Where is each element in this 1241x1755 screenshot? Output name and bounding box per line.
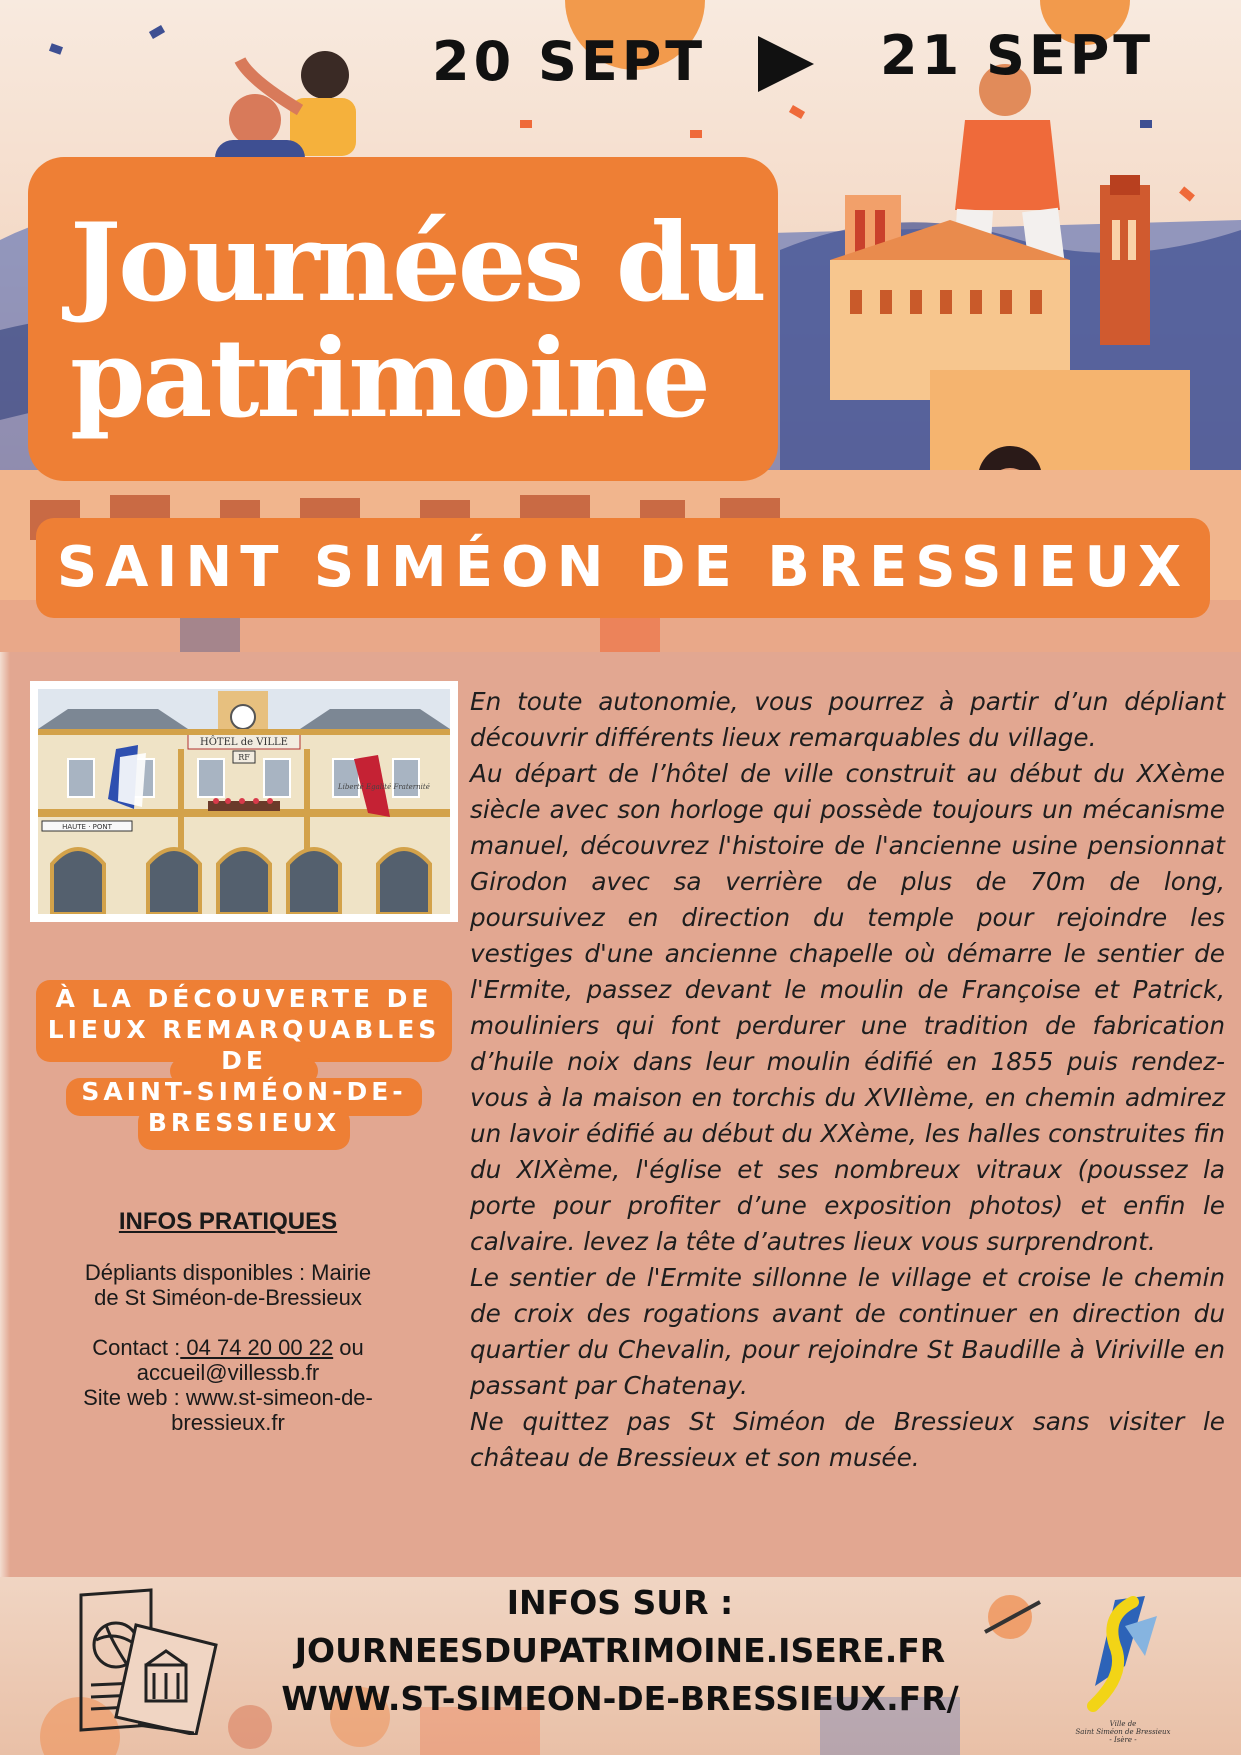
brochures-info	[30, 1260, 426, 1310]
contact-info	[30, 1335, 426, 1435]
start-date: 20 SEPT	[432, 30, 707, 93]
end-date: 21 SEPT	[880, 24, 1155, 87]
footer-link-town[interactable]: WWW.ST-SIMEON-DE-BRESSIEUX.FR/	[281, 1679, 959, 1718]
discovery-tag-line-5: BRESSIEUX	[147, 1108, 341, 1137]
left-edge-decoration	[0, 652, 10, 1577]
infos-title: INFOS PRATIQUES	[118, 1208, 338, 1235]
town-logo	[1075, 1596, 1165, 1718]
town-logo-caption-line-2: Saint Siméon de Bressieux	[1075, 1728, 1171, 1736]
brochures-line-2: de St Siméon-de-Bressieux	[94, 1285, 362, 1310]
village-name: SAINT SIMÉON DE BRESSIEUX	[56, 535, 1190, 600]
website-line-2[interactable]: bressieux.fr	[171, 1410, 285, 1435]
discovery-tag-line-3: DE	[221, 1046, 267, 1075]
contact-email[interactable]: accueil@villessb.fr	[136, 1360, 320, 1385]
photo-sign: HÔTEL de VILLE	[200, 737, 288, 748]
event-title-line-2: patrimoine	[70, 316, 708, 442]
description-paragraph-3: Le sentier de l'Ermite sillonne le village et croise le chemin de croix des rogations avant de continuer en direction du quartier du Chevalin, pour rejoindre St Baudille à Viriville en passant par Chatenay.	[470, 1263, 1225, 1400]
discovery-tag-line-2: LIEUX REMARQUABLES	[47, 1015, 441, 1044]
description-paragraph-4: Ne quittez pas St Siméon de Bressieux sans visiter le château de Bressieux et son musée.	[470, 1407, 1225, 1472]
discovery-tag-line-1: À LA DÉCOUVERTE DE	[55, 984, 433, 1013]
town-logo-caption-line-3: - Isère -	[1109, 1736, 1137, 1744]
footer-link-isere[interactable]: JOURNEESDUPATRIMOINE.ISERE.FR	[294, 1631, 946, 1670]
brochures-line-1: Dépliants disponibles : Mairie	[84, 1260, 372, 1285]
event-title-line-1: Journées du	[70, 200, 764, 326]
contact-phone-link[interactable]: 04 74 20 00 22	[180, 1335, 334, 1360]
town-logo-caption-line-1: Ville de	[1109, 1720, 1137, 1728]
town-logo-caption	[1068, 1720, 1178, 1744]
arrow-right-icon	[758, 36, 814, 92]
footer-heading: INFOS SUR :	[506, 1583, 734, 1622]
contact-or: ou	[333, 1335, 364, 1360]
photo-motto: Liberté Egalité Fraternité	[338, 783, 430, 791]
town-hall-image	[38, 689, 450, 914]
discovery-tag	[34, 983, 454, 1138]
description-paragraph-1: En toute autonomie, vous pourrez à partir d’un dépliant découvrir différents lieux remarquables du village.	[470, 687, 1225, 752]
photo-rf: RF	[238, 753, 250, 762]
description-paragraph-2: Au départ de l’hôtel de ville construit au début du XXème siècle avec son horloge qui possède toujours un mécanisme manuel, découvrez l'histoire de l'ancienne usine pensionnat Girodon avec sa verrière de plus de 70m de long, poursuivez en direction du temple pour rejoindre les vestiges d'une ancienne chapelle où démarre le sentier de l'Ermite, passez devant le moulin de Françoise et Patrick, mouliniers qui font perdurer une tradition de fabrication d’huile noix dans leur moulin édifié en 1855 puis rendez-vous à la maison en torchis du XVIIème, en chemin admirez un lavoir édifié au début du XXème, les halles construites fin du XIXème, l'église et ses nombreux vitraux (poussez la porte pour profiter d’une exposition photos) et enfin le calvaire. levez la tête d’autres lieux vous surprendront.	[470, 759, 1225, 1256]
event-title	[70, 200, 764, 442]
photo-street-sign: HAUTE · PONT	[62, 823, 112, 831]
town-hall-photo	[30, 681, 458, 922]
description-text	[470, 684, 1225, 1476]
discovery-tag-line-4: SAINT-SIMÉON-DE-	[81, 1077, 407, 1106]
website-line-1[interactable]: Site web : www.st-simeon-de-	[83, 1385, 373, 1410]
contact-label: Contact :	[92, 1335, 181, 1360]
contact-line	[30, 1335, 426, 1360]
